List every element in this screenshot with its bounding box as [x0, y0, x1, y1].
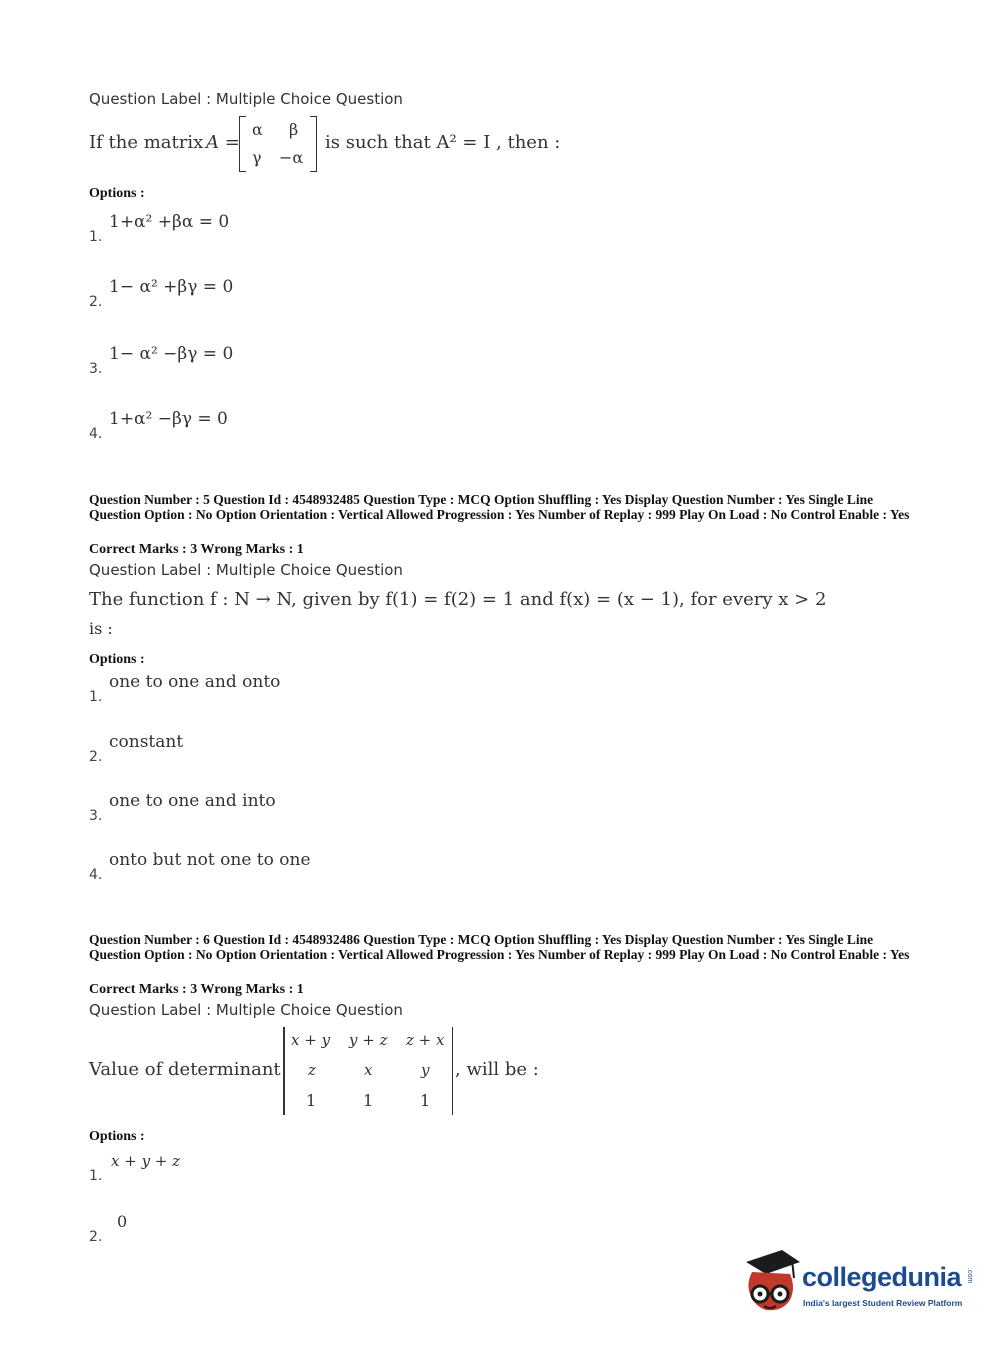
q6-determinant [283, 1027, 453, 1115]
option-text: x + y + z [111, 1152, 181, 1170]
determinant-cell: z + x [406, 1031, 445, 1049]
option-text: 1+α² −βγ = 0 [109, 409, 228, 429]
q4-stem-post: is such that A² = I , then : [325, 132, 561, 153]
option-text: 0 [117, 1212, 128, 1231]
option-number: 3. [89, 808, 103, 824]
option-text: one to one and into [109, 791, 276, 811]
brand-tagline: India's largest Student Review Platform [803, 1298, 963, 1308]
q5-stem-line2: is : [89, 619, 113, 638]
option-number: 2. [89, 749, 103, 765]
determinant-cell: 1 [420, 1091, 431, 1110]
option-text: onto but not one to one [109, 850, 311, 870]
option-number: 2. [89, 1229, 103, 1245]
brand-suffix: .com [966, 1268, 973, 1284]
q4-stem-pre: If the matrix [89, 132, 204, 153]
q4-matrix [239, 116, 317, 172]
q6-question-label: Question Label : Multiple Choice Question [89, 1001, 403, 1019]
option-number: 2. [89, 294, 103, 310]
option-number: 1. [89, 689, 103, 705]
q5-question-label: Question Label : Multiple Choice Question [89, 561, 403, 579]
q6-options-heading: Options : [89, 1129, 145, 1144]
q5-meta: Question Number : 5 Question Id : 4548932485 Question Type : MCQ Option Shuffling : Yes Display Question Number : Yes Single Line Question Option : No Option Orientation : Vertical Allowed Progression : Yes Number of Replay : 999 Play On Load : No Control Enable : Yes [89, 492, 910, 522]
brand-name: collegedunia [802, 1262, 962, 1292]
q4-matrix-var: A = [206, 132, 240, 153]
matrix-cell: −α [279, 148, 304, 167]
option-number: 1. [89, 1168, 103, 1184]
matrix-cell: β [289, 120, 299, 139]
q6-marks: Correct Marks : 3 Wrong Marks : 1 [89, 982, 304, 997]
determinant-cell: 1 [306, 1091, 317, 1110]
option-text: 1+α² +βα = 0 [109, 212, 230, 232]
collegedunia-logo[interactable] [742, 1248, 982, 1320]
determinant-cell: z [308, 1061, 316, 1079]
option-number: 1. [89, 229, 103, 245]
q4-options-heading: Options : [89, 186, 145, 201]
q5-marks: Correct Marks : 3 Wrong Marks : 1 [89, 542, 304, 557]
q4-stem [89, 116, 589, 174]
determinant-cell: y + z [349, 1031, 388, 1049]
matrix-left-bracket [239, 116, 246, 172]
q6-meta: Question Number : 6 Question Id : 4548932486 Question Type : MCQ Option Shuffling : Yes Display Question Number : Yes Single Line Question Option : No Option Orientation : Vertical Allowed Progression : Yes Number of Replay : 999 Play On Load : No Control Enable : Yes [89, 932, 910, 962]
option-number: 3. [89, 361, 103, 377]
determinant-cell: x [364, 1061, 373, 1079]
q6-stem-pre: Value of determinant [89, 1059, 281, 1080]
matrix-cell: α [252, 120, 263, 139]
determinant-left-bar [283, 1027, 285, 1115]
option-number: 4. [89, 426, 103, 442]
q5-stem-line1: The function f : N → N, given by f(1) = f(2) = 1 and f(x) = (x − 1), for every x > 2 [89, 589, 827, 610]
q4-question-label: Question Label : Multiple Choice Question [89, 90, 403, 108]
option-text: one to one and onto [109, 672, 281, 692]
student-mascot-icon [742, 1248, 802, 1318]
determinant-cell: x + y [291, 1031, 331, 1049]
matrix-cell: γ [252, 148, 262, 167]
determinant-cell: 1 [363, 1091, 374, 1110]
determinant-right-bar [452, 1027, 454, 1115]
matrix-right-bracket [310, 116, 317, 172]
q6-stem-post: , will be : [455, 1059, 539, 1080]
q6-stem [89, 1027, 569, 1115]
determinant-cell: y [421, 1061, 430, 1079]
option-number: 4. [89, 867, 103, 883]
option-text: 1− α² −βγ = 0 [109, 344, 234, 364]
q5-options-heading: Options : [89, 652, 145, 667]
option-text: constant [109, 732, 184, 752]
option-text: 1− α² +βγ = 0 [109, 277, 234, 297]
